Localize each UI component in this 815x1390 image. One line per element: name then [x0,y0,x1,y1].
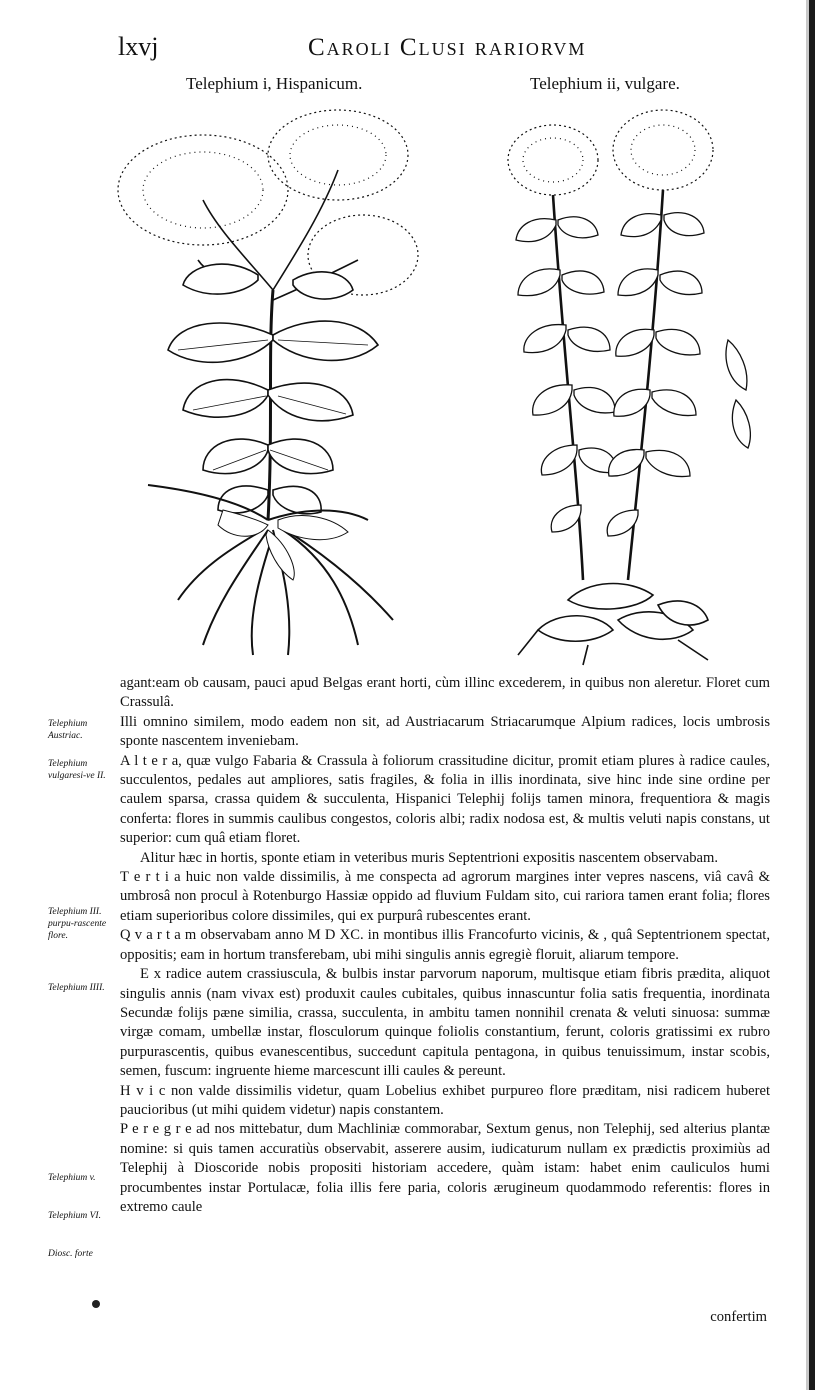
margin-note: Telephium v. [48,1173,96,1183]
leaves [516,213,750,536]
paragraph: Q v a r t a m observabam anno M D XC. in montibus illis Francofurto vicinis, & , quâ Septentrionem spectat, oppositis; eam in hortum transferebam, ubi mihi singulis annis egregiè floruit, aliarum tempore. [120,927,770,963]
roots [148,485,393,655]
paragraph: Alitur hæc in hortis, sponte etiam in veteribus muris Septentrioni expositis nascentem observabam. [140,849,718,866]
paragraph: agant:eam ob causam, pauci apud Belgas erant horti, cùm illinc excederem, in quibus non aleretur. Floret cum Crassulâ. [120,675,770,711]
paragraph: Illi omnino similem, modo eadem non sit, ad Austriacarum Striacarumque Alpium radices, locis umbrosis sponte nascentem inveniebam. [120,713,770,750]
margin-note: Telephium vulgaresi-ve II. [48,759,106,781]
ink-blot [92,1300,100,1308]
margin-note: Telephium IIII. [48,983,105,993]
body-text [120,674,770,1217]
margin-note: Telephium Austriac. [48,719,88,741]
running-title: Caroli Clusi rariorvm [308,34,587,61]
margin-note: Telephium VI. [48,1211,101,1221]
flower-cluster [118,110,418,295]
paragraph: A l t e r a, quæ vulgo Fabaria & Crassula à foliorum crassitudine dicitur, promit etiam plures à radice caules, succulentos, pedales aut ampliores, satis fragiles, & folia in illis inordinata, sive hinc inde sine ordine per caulem sparsa, crassa quidem & succulenta, Hispanici Telephij folijs tamen minora, frequentiora & magis conferta: flores in summis caulibus congestos, coloris albi; radix nodosa est, & multis veluti napis constans, ut superior: cum quâ etiam floret. [120,752,770,847]
margin-note: Diosc. forte [48,1249,93,1259]
woodcut-telephium-hispanicum [108,100,428,660]
figure-caption-2: Telephium ii, vulgare. [530,74,680,93]
page-edge [809,0,815,1390]
flower-cluster [508,110,713,195]
page-folio: lxvj [118,32,159,61]
catchword: confertim [710,1309,767,1325]
paragraph: P e r e g r e ad nos mittebatur, dum Machliniæ commorabar, Sextum genus, non Telephij, sed alterius plantæ nomine: si quis tamen accuratiùs observabit, asserere ausim, iudicaturum nullam ex prædictis proximiùs ad Telephij à Dioscoride nobis propositi historiam accedere, quàm istam: habet enim cauliculos humi procumbentes instar Portulacæ, folia illis fere paria, coloris ærugineum quodammodo referentis: flores in extremo caule [120,1121,770,1215]
paragraph: H v i c non valde dissimilis videtur, quam Lobelius exhibet purpureo flore præditam, nisi radicem huberet paucioribus (ut mihi quidem videtur) napis constantem. [120,1082,770,1118]
paragraph: E x radice autem crassiuscula, & bulbis instar parvorum naporum, multisque etiam fibris prædita, aliquot singulis annis (nam vivax est) produxit caules cubitales, quibus innascuntur folia satis frequentia, inordinata Secundæ folijs pæne similia, crassa, succulenta, in ambitu tamen nonnihil crenata & veluti sinuosa: summæ virgæ comam, umbellæ instar, flosculorum quinque foliolis constantium, ferunt, coloris gratissimi ex rubro purpurascentis, quibus evanescentibus, succedunt capitula pentagona, in quibus tenuissimum, instar scobis, semen, fuscum: ingruente hieme marcescunt illi caules & pereunt. [120,966,770,1080]
paragraph: T e r t i a huic non valde dissimilis, à me conspecta ad agrorum margines inter vepres nascens, viâ cavâ & umbrosâ non procul à Rotenburgo Hassiæ oppido ad fluvium Fuldam sito, cui rariora tamen erant folia; flores etiam superioribus colore dissimiles, qui ex purpurâ rubescentes erant. [120,869,770,924]
figure-caption-1: Telephium i, Hispanicum. [186,74,363,93]
margin-note: Telephium III. purpu-rascente flore. [48,907,107,941]
roots [518,584,708,665]
woodcut-telephium-vulgare [478,100,778,668]
